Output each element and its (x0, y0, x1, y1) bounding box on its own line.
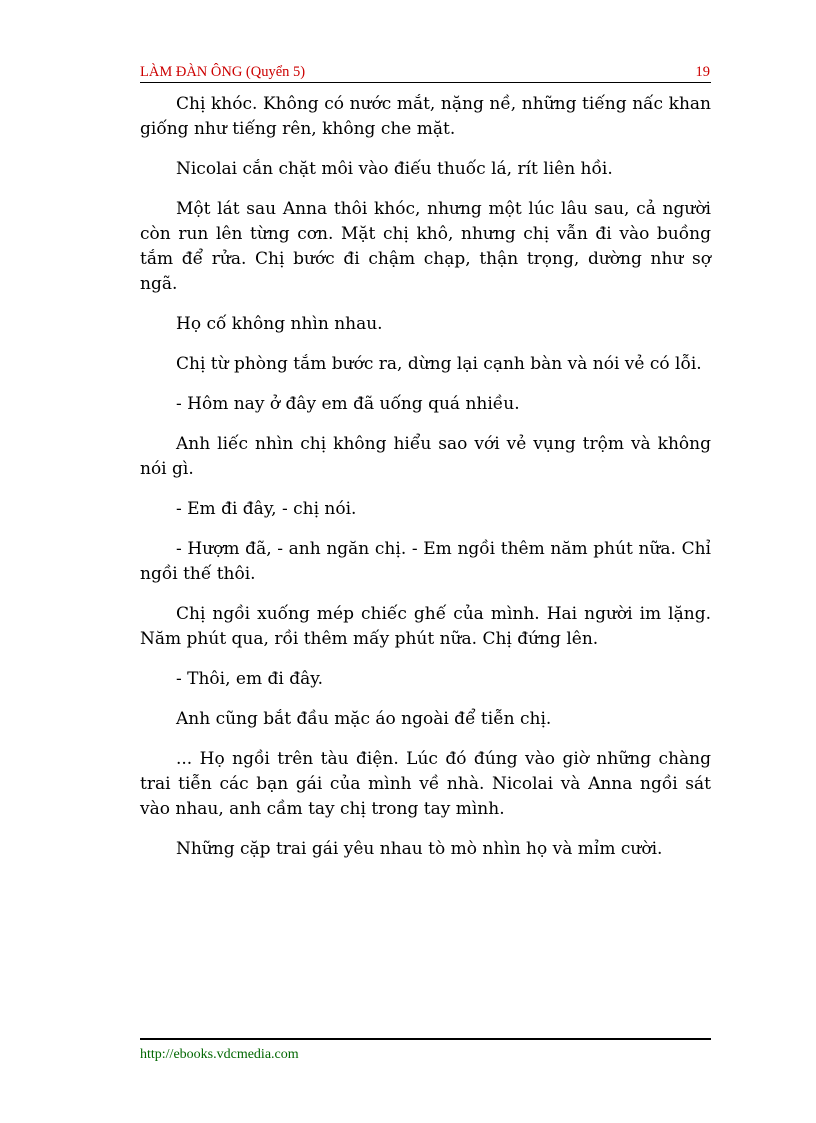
paragraph: - Hượm đã, - anh ngăn chị. - Em ngồi thêm năm phút nữa. Chỉ ngồi thế thôi. (140, 539, 711, 584)
page-header (140, 62, 711, 83)
book-title: LÀM ĐÀN ÔNG (Quyển 5) (140, 64, 306, 80)
paragraph: - Em đi đây, - chị nói. (176, 499, 357, 519)
paragraph: - Hôm nay ở đây em đã uống quá nhiều. (176, 394, 520, 414)
body-text (140, 92, 711, 877)
paragraph: Chị từ phòng tắm bước ra, dừng lại cạnh bàn và nói vẻ có lỗi. (176, 354, 702, 374)
paragraph: Họ cố không nhìn nhau. (176, 314, 383, 334)
paragraph: Chị khóc. Không có nước mắt, nặng nề, những tiếng nấc khan giống như tiếng rên, không che mặt. (140, 94, 711, 139)
paragraph: Anh cũng bắt đầu mặc áo ngoài để tiễn chị. (176, 709, 552, 729)
page-number: 19 (695, 64, 710, 80)
paragraph: - Thôi, em đi đây. (176, 669, 323, 689)
paragraph: Những cặp trai gái yêu nhau tò mò nhìn họ và mỉm cười. (176, 839, 663, 859)
footer-divider (140, 1038, 711, 1040)
paragraph: ... Họ ngồi trên tàu điện. Lúc đó đúng vào giờ những chàng trai tiễn các bạn gái của mình về nhà. Nicolai và Anna ngồi sát vào nhau, anh cầm tay chị trong tay mình. (140, 749, 711, 819)
paragraph: Một lát sau Anna thôi khóc, nhưng một lúc lâu sau, cả người còn run lên từng cơn. Mặt chị khô, nhưng chị vẫn đi vào buồng tắm để rửa. Chị bước đi chậm chạp, thận trọng, dường như sợ ngã. (140, 199, 711, 294)
paragraph: Chị ngồi xuống mép chiếc ghế của mình. Hai người im lặng. Năm phút qua, rồi thêm mấy phút nữa. Chị đứng lên. (140, 604, 711, 649)
paragraph: Anh liếc nhìn chị không hiểu sao với vẻ vụng trộm và không nói gì. (140, 434, 711, 479)
footer-link[interactable]: http://ebooks.vdcmedia.com (140, 1047, 299, 1062)
paragraph: Nicolai cắn chặt môi vào điếu thuốc lá, rít liên hồi. (176, 159, 613, 179)
